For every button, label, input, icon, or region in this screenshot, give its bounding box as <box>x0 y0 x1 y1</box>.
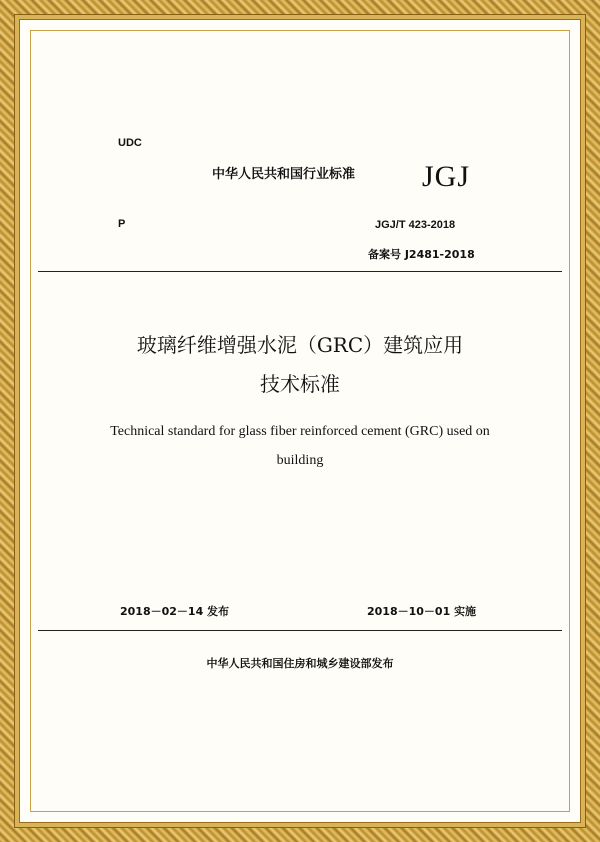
publish-date: 2018－02－14 发布 <box>120 605 230 618</box>
title-cn-line1: 玻璃纤维增强水泥（GRC）建筑应用 <box>136 333 464 357</box>
implement-date: 2018－10－01 实施 <box>367 605 477 618</box>
jgj-logo-text: JGJ <box>422 160 471 193</box>
document-page <box>19 19 581 823</box>
record-number: 备案号 J2481-2018 <box>368 248 475 261</box>
standard-class-title: 中华人民共和国行业标准 <box>212 167 356 182</box>
udc-label: UDC <box>118 137 142 149</box>
title-cn-line2: 技术标准 <box>260 372 340 396</box>
p-label: P <box>118 218 126 230</box>
issuer: 中华人民共和国住房和城乡建设部发布 <box>206 657 394 670</box>
header-divider <box>38 271 562 272</box>
title-en-line1: Technical standard for glass fiber reinforced cement (GRC) used on <box>110 424 490 439</box>
title-en-line2: building <box>276 453 324 468</box>
standard-number: JGJ/T 423-2018 <box>375 219 456 231</box>
footer-divider <box>38 630 562 631</box>
page-border-line <box>30 30 570 812</box>
